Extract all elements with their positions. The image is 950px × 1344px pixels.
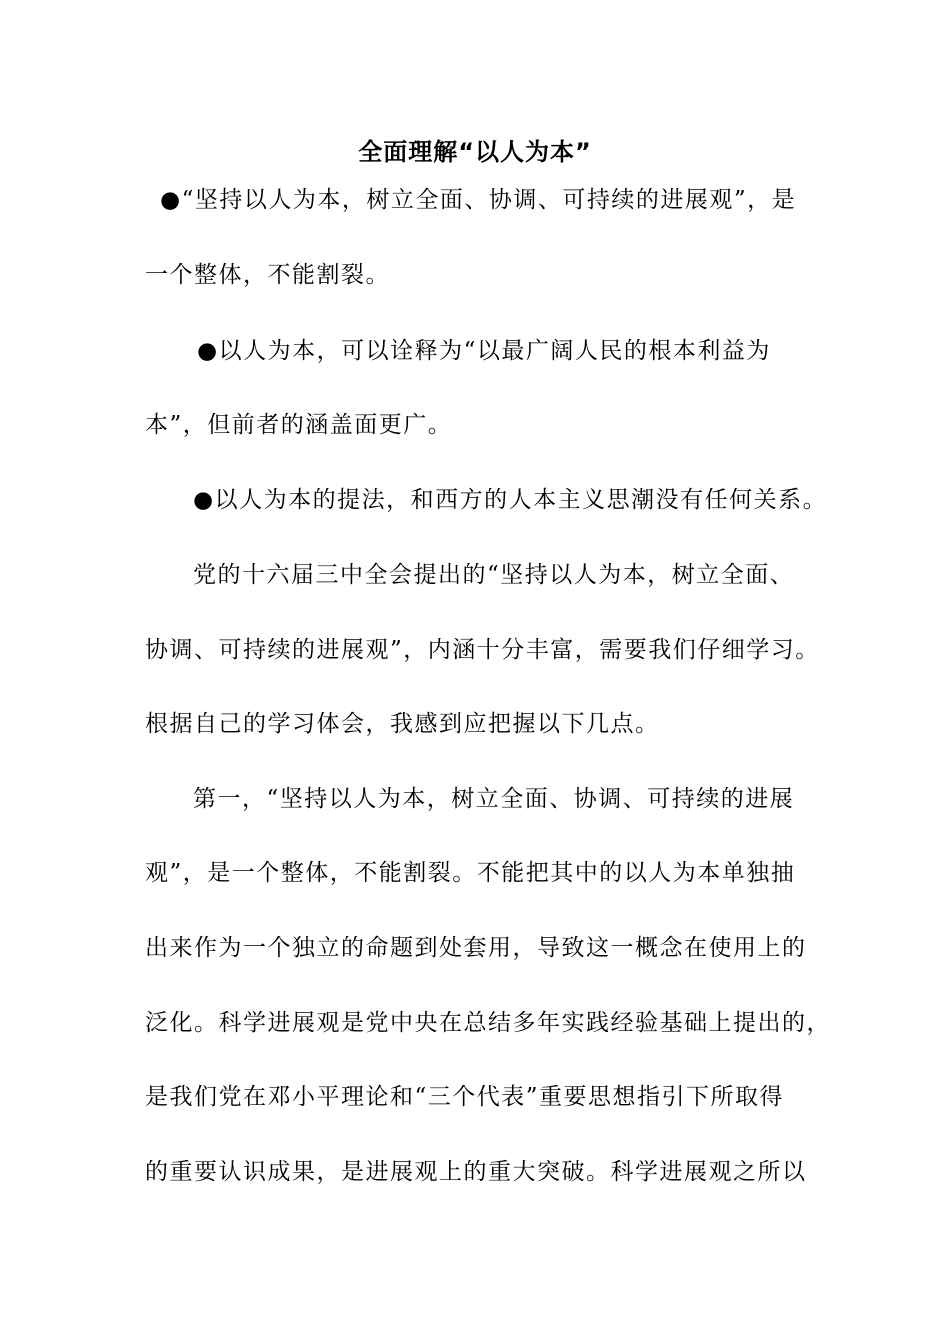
paragraph-line: 本”，但前者的涵盖面更广。	[145, 412, 453, 438]
paragraph-line: 根据自己的学习体会，我感到应把握以下几点。	[145, 711, 660, 737]
paragraph-line: ●“坚持以人为本，树立全面、协调、可持续的进展观”，是	[160, 187, 797, 213]
paragraph-line: ●以人为本，可以诠释为“以最广阔人民的根本利益为	[197, 338, 771, 364]
document-title: 全面理解“以人为本”	[358, 138, 592, 166]
paragraph-line: 协调、可持续的进展观”，内涵十分丰富，需要我们仔细学习。	[145, 637, 820, 663]
paragraph-line: ●以人为本的提法，和西方的人本主义思潮没有任何关系。	[193, 487, 828, 513]
paragraph-line: 是我们党在邓小平理论和“三个代表”重要思想指引下所取得	[145, 1084, 785, 1110]
paragraph-line: 出来作为一个独立的命题到处套用，导致这一概念在使用上的	[145, 935, 807, 961]
paragraph-line: 观”，是一个整体，不能割裂。不能把其中的以人为本单独抽	[145, 860, 796, 886]
paragraph-line: 泛化。科学进展观是党中央在总结多年实践经验基础上提出的，	[145, 1010, 831, 1036]
paragraph-line: 党的十六届三中全会提出的“坚持以人为本，树立全面、	[193, 562, 795, 588]
paragraph-line: 的重要认识成果，是进展观上的重大突破。科学进展观之所以	[145, 1159, 807, 1185]
paragraph-line: 第一，“坚持以人为本，树立全面、协调、可持续的进展	[193, 786, 795, 812]
paragraph-line: 一个整体，不能割裂。	[145, 262, 390, 288]
